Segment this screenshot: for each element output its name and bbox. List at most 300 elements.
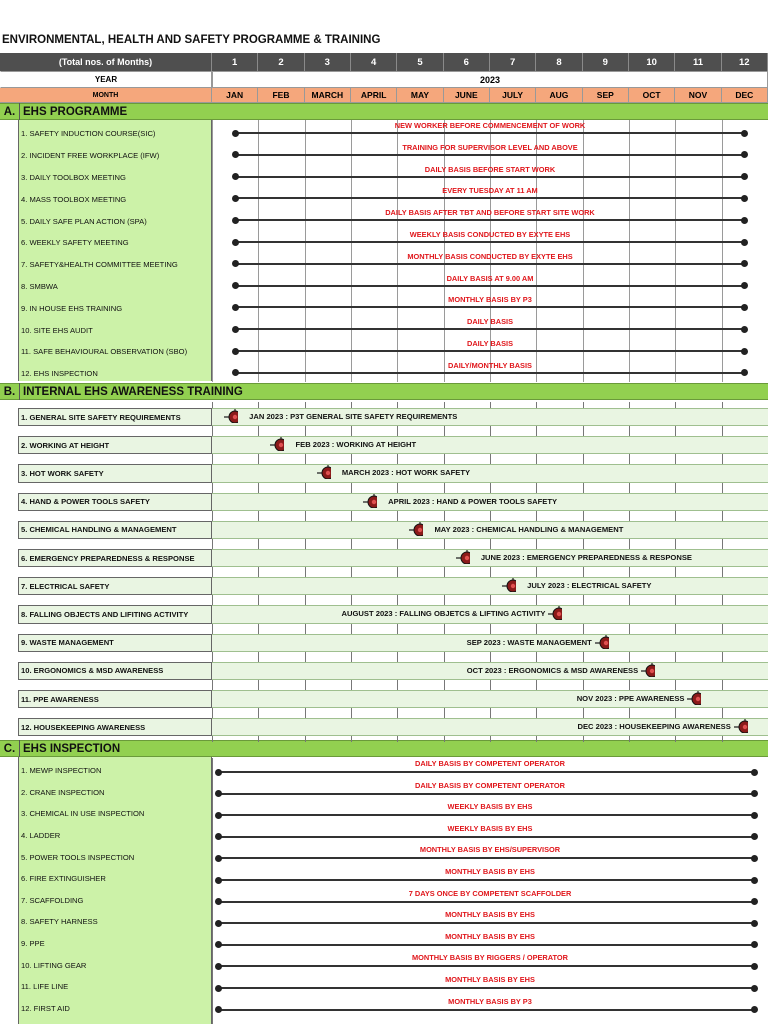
- training-schedule-note: SEP 2023 : WASTE MANAGEMENT: [466, 637, 592, 647]
- grid-tick: [722, 571, 723, 577]
- timeline-end-dot: [751, 920, 758, 927]
- grid-tick: [722, 515, 723, 521]
- grid-tick: [444, 430, 445, 436]
- grid-tick: [305, 487, 306, 493]
- grid-tick: [490, 656, 491, 662]
- schedule-note: EVERY TUESDAY AT 11 AM: [442, 186, 538, 196]
- grid-tick: [212, 515, 213, 521]
- training-month-marker: [363, 494, 377, 508]
- grid-tick: [629, 736, 630, 742]
- inspection-note: MONTHLY BASIS BY EHS: [445, 931, 535, 941]
- grid-tick: [397, 628, 398, 634]
- program-item-label: 8. SMBWA: [21, 281, 58, 291]
- training-month-marker: [687, 691, 701, 705]
- timeline-start-dot: [232, 282, 239, 289]
- grid-tick: [722, 458, 723, 464]
- grid-tick: [629, 543, 630, 549]
- grid-tick: [444, 402, 445, 408]
- training-schedule-note: NOV 2023 : PPE AWARENESS: [576, 694, 685, 703]
- grid-tick: [351, 628, 352, 634]
- month-number-cell: 6: [444, 53, 490, 71]
- grid-tick: [397, 430, 398, 436]
- inspection-note: MONTHLY BASIS BY EHS/SUPERVISOR: [419, 845, 561, 855]
- timeline-end-dot: [741, 326, 748, 333]
- grid-tick: [629, 599, 630, 605]
- grid-tick: [583, 712, 584, 718]
- timeline-bar: [235, 328, 745, 330]
- timeline-start-dot: [232, 239, 239, 246]
- schedule-note: DAILY BASIS AFTER TBT AND BEFORE START SITE WORK: [385, 208, 595, 218]
- grid-tick: [397, 487, 398, 493]
- inspection-item-label: 3. CHEMICAL IN USE INSPECTION: [21, 809, 145, 819]
- month-number-cell: 8: [536, 53, 582, 71]
- grid-tick: [490, 543, 491, 549]
- grid-tick: [305, 712, 306, 718]
- month-number-cell: 2: [258, 53, 304, 71]
- grid-tick: [536, 543, 537, 549]
- program-item-label: 2. INCIDENT FREE WORKPLACE (IFW): [21, 151, 160, 161]
- program-item-label: 10. SITE EHS AUDIT: [21, 325, 93, 335]
- schedule-note: TRAINING FOR SUPERVISOR LEVEL AND ABOVE: [402, 142, 578, 152]
- grid-tick: [722, 656, 723, 662]
- grid-tick: [351, 430, 352, 436]
- inspection-note: WEEKLY BASIS BY EHS: [447, 823, 533, 833]
- timeline-end-dot: [751, 877, 758, 884]
- grid-tick: [397, 543, 398, 549]
- grid-tick: [536, 571, 537, 577]
- month-number-cell: 12: [722, 53, 768, 71]
- grid-tick: [722, 430, 723, 436]
- month-name-cell: JUNE: [444, 88, 490, 103]
- grid-tick: [212, 684, 213, 690]
- schedule-note: DAILY BASIS: [467, 317, 513, 327]
- timeline-end-dot: [741, 217, 748, 224]
- grid-tick: [675, 656, 676, 662]
- grid-tick: [258, 458, 259, 464]
- training-month-marker: [224, 409, 238, 423]
- grid-tick: [444, 515, 445, 521]
- grid-tick: [536, 628, 537, 634]
- schedule-note: DAILY BASIS: [467, 339, 513, 348]
- inspection-item-label: 2. CRANE INSPECTION: [21, 787, 105, 797]
- grid-tick: [351, 487, 352, 493]
- grid-tick: [490, 684, 491, 690]
- training-month-marker: [595, 635, 609, 649]
- section-b-letter: B.: [0, 383, 20, 400]
- grid-tick: [258, 402, 259, 408]
- grid-tick: [258, 628, 259, 634]
- training-schedule-note: JUNE 2023 : EMERGENCY PREPAREDNESS & RESPONSE: [480, 553, 692, 562]
- grid-tick: [212, 487, 213, 493]
- timeline-start-dot: [215, 769, 222, 776]
- grid-tick: [444, 543, 445, 549]
- inspection-item-label: 7. SCAFFOLDING: [21, 895, 84, 905]
- grid-tick: [675, 599, 676, 605]
- grid-tick: [536, 458, 537, 464]
- program-item-label: 11. SAFE BEHAVIOURAL OBSERVATION (SBO): [21, 347, 188, 357]
- grid-tick: [397, 571, 398, 577]
- year-value: 2023: [212, 71, 768, 88]
- timeline-bar: [235, 372, 745, 374]
- training-month-marker: [270, 437, 284, 451]
- grid-tick: [583, 656, 584, 662]
- month-number-cell: 5: [397, 53, 443, 71]
- timeline-bar: [219, 922, 754, 924]
- month-name-cell: MARCH: [305, 88, 351, 103]
- grid-tick: [490, 430, 491, 436]
- timeline-start-dot: [215, 963, 222, 970]
- schedule-note: MONTHLY BASIS CONDUCTED BY EXYTE EHS: [407, 251, 573, 261]
- grid-tick: [722, 628, 723, 634]
- grid-tick: [258, 571, 259, 577]
- training-schedule-note: MARCH 2023 : HOT WORK SAFETY: [341, 468, 471, 478]
- grid-tick: [536, 736, 537, 742]
- grid-tick: [258, 684, 259, 690]
- training-month-marker: [409, 522, 423, 536]
- total-months-header: (Total nos. of Months): [0, 53, 212, 71]
- year-label: YEAR: [0, 71, 212, 88]
- training-row-band: [212, 577, 768, 595]
- grid-tick: [629, 458, 630, 464]
- schedule-note: DAILY/MONTHLY BASIS: [448, 360, 532, 370]
- training-schedule-note: OCT 2023 : ERGONOMICS & MSD AWARENESS: [466, 665, 639, 675]
- grid-tick: [212, 402, 213, 408]
- grid-tick: [351, 712, 352, 718]
- grid-tick: [536, 712, 537, 718]
- inspection-note: MONTHLY BASIS BY EHS: [445, 975, 535, 984]
- grid-tick: [351, 684, 352, 690]
- training-schedule-note: MAY 2023 : CHEMICAL HANDLING & MANAGEMENT: [434, 524, 624, 534]
- inspection-note: 7 DAYS ONCE BY COMPETENT SCAFFOLDER: [408, 888, 572, 898]
- grid-tick: [536, 487, 537, 493]
- timeline-bar: [235, 241, 745, 243]
- program-item-label: 12. EHS INSPECTION: [21, 369, 98, 379]
- grid-tick: [675, 515, 676, 521]
- timeline-start-dot: [232, 173, 239, 180]
- grid-tick: [351, 571, 352, 577]
- month-name-cell: MAY: [397, 88, 443, 103]
- timeline-bar: [219, 987, 754, 989]
- grid-tick: [305, 543, 306, 549]
- timeline-start-dot: [232, 348, 239, 355]
- timeline-end-dot: [751, 855, 758, 862]
- grid-tick: [212, 599, 213, 605]
- inspection-note: WEEKLY BASIS BY EHS: [447, 802, 533, 812]
- grid-tick: [629, 712, 630, 718]
- grid-tick: [629, 571, 630, 577]
- timeline-end-dot: [741, 151, 748, 158]
- timeline-start-dot: [232, 369, 239, 376]
- program-item-label: 3. DAILY TOOLBOX MEETING: [21, 172, 126, 182]
- grid-tick: [675, 684, 676, 690]
- inspection-item-label: 6. FIRE EXTINGUISHER: [21, 874, 106, 884]
- grid-tick: [722, 684, 723, 690]
- timeline-bar: [235, 285, 745, 287]
- grid-tick: [583, 487, 584, 493]
- grid-tick: [675, 712, 676, 718]
- training-item-label: 3. HOT WORK SAFETY: [21, 468, 104, 478]
- inspection-note: MONTHLY BASIS BY P3: [448, 996, 532, 1006]
- schedule-note: MONTHLY BASIS BY P3: [448, 295, 532, 305]
- grid-tick: [583, 736, 584, 742]
- inspection-item-label: 5. POWER TOOLS INSPECTION: [21, 852, 135, 862]
- grid-tick: [444, 712, 445, 718]
- grid-tick: [583, 599, 584, 605]
- section-b-title: INTERNAL EHS AWARENESS TRAINING: [23, 385, 243, 398]
- grid-tick: [305, 628, 306, 634]
- page-title: ENVIRONMENTAL, HEALTH AND SAFETY PROGRAMME & TRAINING: [2, 34, 381, 46]
- grid-tick: [305, 430, 306, 436]
- grid-tick: [444, 736, 445, 742]
- grid-tick: [305, 515, 306, 521]
- training-month-marker: [456, 550, 470, 564]
- timeline-bar: [219, 1009, 754, 1011]
- grid-tick: [675, 458, 676, 464]
- grid-tick: [351, 402, 352, 408]
- timeline-end-dot: [741, 348, 748, 355]
- grid-tick: [351, 656, 352, 662]
- grid-tick: [629, 684, 630, 690]
- timeline-end-dot: [751, 985, 758, 992]
- grid-tick: [397, 599, 398, 605]
- grid-tick: [536, 515, 537, 521]
- timeline-bar: [219, 857, 754, 859]
- grid-tick: [675, 571, 676, 577]
- grid-tick: [675, 430, 676, 436]
- program-item-label: 4. MASS TOOLBOX MEETING: [21, 194, 127, 204]
- grid-tick: [583, 543, 584, 549]
- grid-tick: [212, 543, 213, 549]
- program-item-label: 7. SAFETY&HEALTH COMMITTEE MEETING: [21, 260, 178, 270]
- grid-tick: [675, 487, 676, 493]
- training-month-marker: [502, 578, 516, 592]
- grid-tick: [536, 599, 537, 605]
- grid-tick: [583, 628, 584, 634]
- section-c-letter: C.: [0, 740, 20, 757]
- grid-tick: [212, 571, 213, 577]
- program-item-label: 5. DAILY SAFE PLAN ACTION (SPA): [21, 216, 147, 226]
- grid-tick: [629, 430, 630, 436]
- month-name-cell: OCT: [629, 88, 675, 103]
- inspection-note: MONTHLY BASIS BY EHS: [445, 867, 535, 876]
- inspection-note: DAILY BASIS BY COMPETENT OPERATOR: [415, 780, 565, 790]
- training-row-band: [212, 690, 768, 708]
- month-name-cell: FEB: [258, 88, 304, 103]
- timeline-end-dot: [741, 130, 748, 137]
- month-name-cell: AUG: [536, 88, 582, 103]
- grid-tick: [722, 736, 723, 742]
- grid-tick: [305, 571, 306, 577]
- training-row-band: [212, 464, 768, 482]
- grid-tick: [629, 487, 630, 493]
- training-item-label: 12. HOUSEKEEPING AWARENESS: [21, 722, 146, 732]
- grid-tick: [444, 684, 445, 690]
- grid-tick: [536, 656, 537, 662]
- grid-tick: [722, 402, 723, 408]
- inspection-item-label: 10. LIFTING GEAR: [21, 960, 87, 970]
- grid-tick: [212, 736, 213, 742]
- timeline-start-dot: [215, 877, 222, 884]
- month-number-cell: 9: [583, 53, 629, 71]
- month-number-cell: 10: [629, 53, 675, 71]
- grid-tick: [722, 487, 723, 493]
- month-number-cell: 1: [212, 53, 258, 71]
- grid-tick: [212, 458, 213, 464]
- timeline-start-dot: [215, 855, 222, 862]
- inspection-item-label: 1. MEWP INSPECTION: [21, 766, 102, 776]
- grid-tick: [490, 571, 491, 577]
- grid-tick: [490, 599, 491, 605]
- schedule-note: DAILY BASIS BEFORE START WORK: [424, 164, 556, 174]
- month-name-cell: DEC: [722, 88, 768, 103]
- timeline-start-dot: [232, 260, 239, 267]
- grid-tick: [583, 458, 584, 464]
- grid-tick: [490, 712, 491, 718]
- timeline-end-dot: [741, 369, 748, 376]
- inspection-item-label: 12. FIRST AID: [21, 1003, 70, 1013]
- timeline-start-dot: [215, 812, 222, 819]
- grid-tick: [722, 712, 723, 718]
- month-name-cell: SEP: [583, 88, 629, 103]
- grid-tick: [444, 599, 445, 605]
- month-number-cell: 7: [490, 53, 536, 71]
- inspection-item-label: 8. SAFETY HARNESS: [21, 917, 98, 927]
- month-name-cell: APRIL: [351, 88, 397, 103]
- training-item-label: 6. EMERGENCY PREPAREDNESS & RESPONSE: [21, 553, 195, 563]
- schedule-note: NEW WORKER BEFORE COMMENCEMENT OF WORK: [394, 121, 586, 130]
- timeline-bar: [219, 814, 754, 816]
- timeline-bar: [235, 263, 745, 265]
- training-schedule-note: AUGUST 2023 : FALLING OBJETCS & LIFTING ACTIVITY: [341, 609, 546, 619]
- training-item-label: 5. CHEMICAL HANDLING & MANAGEMENT: [21, 525, 177, 535]
- grid-tick: [444, 458, 445, 464]
- timeline-end-dot: [741, 173, 748, 180]
- grid-tick: [351, 599, 352, 605]
- grid-tick: [444, 656, 445, 662]
- grid-tick: [583, 402, 584, 408]
- timeline-end-dot: [741, 195, 748, 202]
- grid-tick: [583, 430, 584, 436]
- timeline-bar: [235, 176, 745, 178]
- training-item-label: 1. GENERAL SITE SAFETY REQUIREMENTS: [21, 412, 181, 422]
- grid-tick: [397, 684, 398, 690]
- grid-tick: [212, 628, 213, 634]
- grid-tick: [258, 656, 259, 662]
- inspection-item-label: 4. LADDER: [21, 831, 61, 841]
- timeline-bar: [219, 771, 754, 773]
- grid-tick: [490, 402, 491, 408]
- grid-tick: [722, 599, 723, 605]
- grid-tick: [351, 543, 352, 549]
- section-c-title: EHS INSPECTION: [23, 742, 121, 755]
- timeline-start-dot: [232, 217, 239, 224]
- training-schedule-note: JULY 2023 : ELECTRICAL SAFETY: [527, 581, 652, 591]
- grid-tick: [397, 712, 398, 718]
- grid-tick: [397, 458, 398, 464]
- training-schedule-note: FEB 2023 : WORKING AT HEIGHT: [295, 440, 417, 450]
- grid-tick: [675, 736, 676, 742]
- grid-tick: [629, 656, 630, 662]
- training-month-marker: [641, 663, 655, 677]
- training-schedule-note: JAN 2023 : P3T GENERAL SITE SAFETY REQUIREMENTS: [249, 412, 458, 421]
- training-schedule-note: DEC 2023 : HOUSEKEEPING AWARENESS: [577, 722, 731, 732]
- timeline-end-dot: [751, 812, 758, 819]
- timeline-end-dot: [741, 282, 748, 289]
- grid-tick: [258, 712, 259, 718]
- grid-tick: [675, 628, 676, 634]
- training-item-label: 7. ELECTRICAL SAFETY: [21, 581, 110, 591]
- grid-tick: [629, 515, 630, 521]
- grid-tick: [258, 430, 259, 436]
- timeline-bar: [235, 350, 745, 352]
- grid-tick: [536, 684, 537, 690]
- section-a-letter: A.: [0, 103, 20, 120]
- inspection-note: MONTHLY BASIS BY EHS: [445, 910, 535, 920]
- inspection-item-label: 9. PPE: [21, 939, 45, 949]
- grid-tick: [305, 402, 306, 408]
- training-month-marker: [734, 719, 748, 733]
- grid-tick: [258, 515, 259, 521]
- grid-tick: [490, 515, 491, 521]
- timeline-bar: [219, 793, 754, 795]
- schedule-note: DAILY BASIS AT 9.00 AM: [446, 273, 534, 283]
- training-schedule-note: APRIL 2023 : HAND & POWER TOOLS SAFETY: [388, 496, 558, 506]
- month-number-cell: 4: [351, 53, 397, 71]
- month-name-cell: JAN: [212, 88, 258, 103]
- inspection-note: DAILY BASIS BY COMPETENT OPERATOR: [415, 759, 565, 768]
- program-item-label: 9. IN HOUSE EHS TRAINING: [21, 303, 123, 313]
- timeline-end-dot: [741, 239, 748, 246]
- grid-tick: [351, 515, 352, 521]
- training-item-label: 9. WASTE MANAGEMENT: [21, 638, 114, 648]
- grid-tick: [490, 628, 491, 634]
- grid-tick: [583, 684, 584, 690]
- grid-tick: [397, 515, 398, 521]
- grid-tick: [305, 599, 306, 605]
- grid-tick: [397, 656, 398, 662]
- timeline-bar: [219, 944, 754, 946]
- grid-tick: [583, 515, 584, 521]
- inspection-item-label: 11. LIFE LINE: [21, 982, 69, 992]
- training-item-label: 8. FALLING OBJECTS AND LIFITING ACTIVITY: [21, 609, 189, 619]
- grid-tick: [722, 543, 723, 549]
- grid-tick: [536, 430, 537, 436]
- timeline-end-dot: [751, 769, 758, 776]
- timeline-bar: [235, 197, 745, 199]
- timeline-start-dot: [232, 326, 239, 333]
- training-item-label: 11. PPE AWARENESS: [21, 694, 99, 704]
- timeline-end-dot: [741, 260, 748, 267]
- grid-tick: [305, 656, 306, 662]
- month-name-cell: NOV: [675, 88, 721, 103]
- grid-tick: [305, 458, 306, 464]
- inspection-note: MONTHLY BASIS BY RIGGERS / OPERATOR: [411, 953, 569, 963]
- grid-tick: [258, 599, 259, 605]
- training-month-marker: [548, 606, 562, 620]
- grid-tick: [490, 736, 491, 742]
- grid-tick: [212, 656, 213, 662]
- training-item-label: 2. WORKING AT HEIGHT: [21, 440, 110, 450]
- grid-tick: [444, 487, 445, 493]
- grid-tick: [351, 458, 352, 464]
- grid-tick: [397, 402, 398, 408]
- grid-tick: [536, 402, 537, 408]
- program-item-label: 1. SAFETY INDUCTION COURSE(SIC): [21, 129, 156, 139]
- timeline-bar: [219, 901, 754, 903]
- timeline-bar: [235, 306, 745, 308]
- grid-tick: [444, 571, 445, 577]
- timeline-end-dot: [751, 963, 758, 970]
